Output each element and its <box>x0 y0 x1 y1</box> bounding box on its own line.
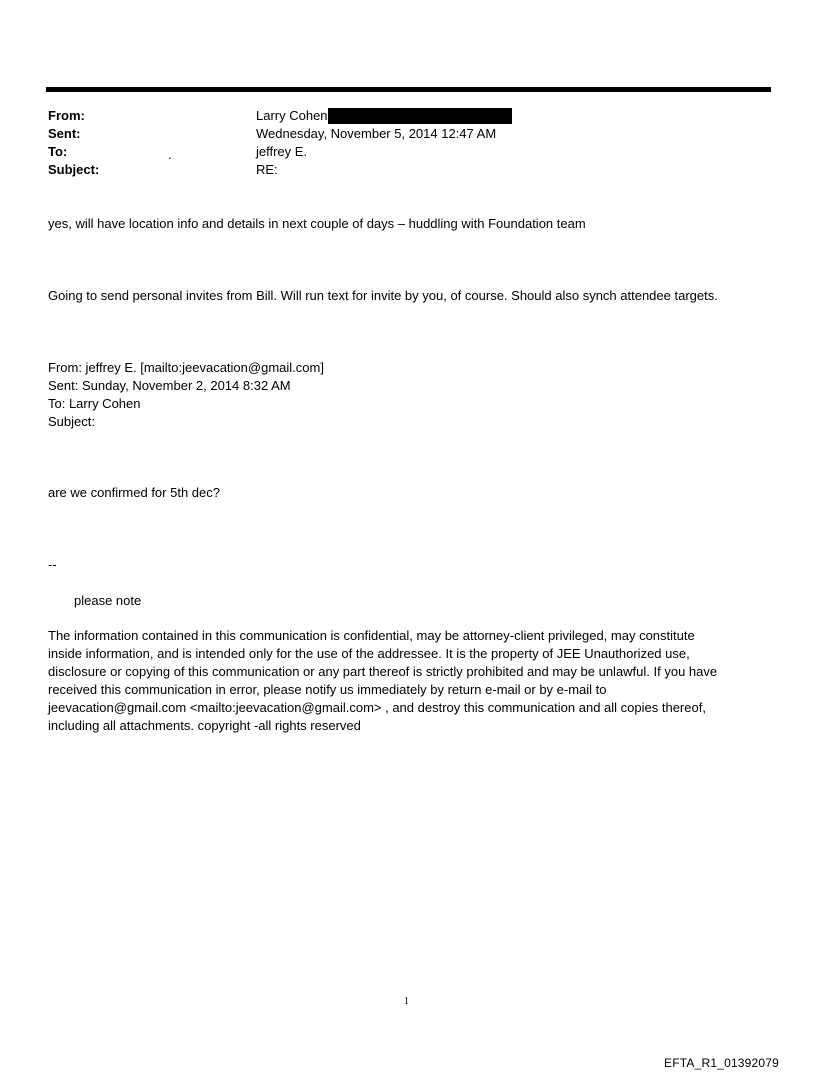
disclaimer-line-6: including all attachments. copyright -all rights reserved <box>48 718 361 733</box>
disclaimer-line-4: received this communication in error, please notify us immediately by return e-mail or by e-mail to <box>48 682 607 697</box>
quoted-from: From: jeffrey E. [mailto:jeevacation@gmail.com] <box>48 360 324 375</box>
please-note: please note <box>74 593 142 608</box>
disclaimer-line-2: inside information, and is intended only for the use of the addressee. It is the property of JEE Unauthorized use, <box>48 646 690 661</box>
signature-separator: -- <box>48 557 57 572</box>
quoted-sent: Sent: Sunday, November 2, 2014 8:32 AM <box>48 378 291 393</box>
confidentiality-disclaimer <box>48 627 760 735</box>
quoted-subject: Subject: <box>48 414 95 429</box>
document-id-stamp: EFTA_R1_01392079 <box>664 1056 780 1070</box>
subject-value: RE: <box>256 162 278 177</box>
from-value: Larry Cohen <box>256 108 328 123</box>
to-marker: . <box>168 147 172 162</box>
sent-label: Sent: <box>48 126 81 141</box>
to-value: jeffrey E. <box>256 144 308 159</box>
header-rule <box>46 87 771 92</box>
sent-value: Wednesday, November 5, 2014 12:47 AM <box>256 126 497 141</box>
disclaimer-line-3: disclosure or copying of this communication or any part thereof is strictly prohibited and may be unlawful. If you have <box>48 664 718 679</box>
body-line-2: Going to send personal invites from Bill. Will run text for invite by you, of course. Should also synch attendee targets. <box>48 288 718 303</box>
quoted-to: To: Larry Cohen <box>48 396 141 411</box>
subject-label: Subject: <box>48 162 100 177</box>
to-label: To: <box>48 144 68 159</box>
from-label: From: <box>48 108 85 123</box>
page-number: 1 <box>404 996 409 1007</box>
body-line-1: yes, will have location info and details in next couple of days – huddling with Foundation team <box>48 216 586 231</box>
disclaimer-line-1: The information contained in this communication is confidential, may be attorney-client privileged, may constitute <box>48 628 695 643</box>
disclaimer-line-5: jeevacation@gmail.com <mailto:jeevacation@gmail.com> , and destroy this communication and all copies thereof, <box>48 700 706 715</box>
quoted-message: are we confirmed for 5th dec? <box>48 485 220 500</box>
redaction-box <box>328 108 512 124</box>
